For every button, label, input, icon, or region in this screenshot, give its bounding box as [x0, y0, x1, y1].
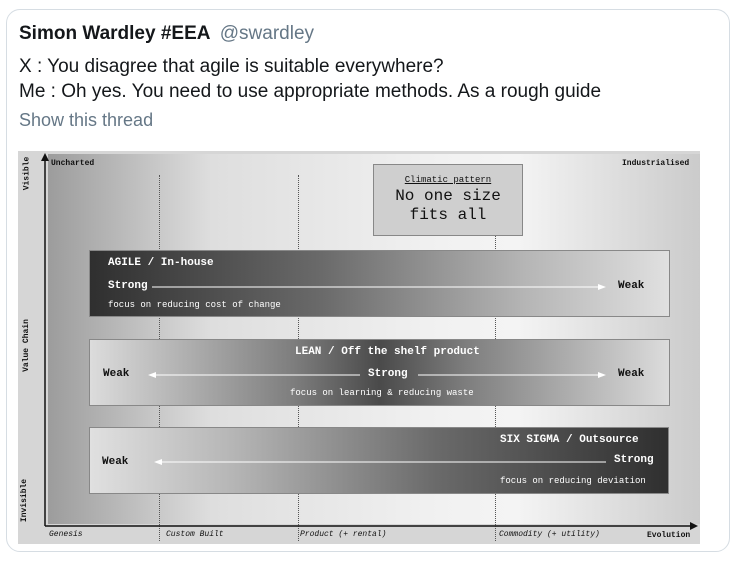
lean-band [89, 339, 670, 406]
uncharted-label: Uncharted [51, 159, 95, 168]
lean-weak-left: Weak [103, 368, 130, 380]
axis-product: Product (+ rental) [300, 530, 387, 539]
agile-title: AGILE / In-house [108, 257, 214, 269]
agile-strong: Strong [108, 280, 148, 292]
industrialised-label: Industrialised [622, 159, 690, 168]
sixsigma-title: SIX SIGMA / Outsource [500, 434, 639, 446]
lean-title: LEAN / Off the shelf product [295, 346, 480, 358]
lean-note: focus on learning & reducing waste [290, 388, 474, 398]
axis-invisible: Invisible [20, 478, 30, 523]
climatic-pattern-box [373, 164, 523, 236]
sixsigma-note: focus on reducing deviation [500, 476, 646, 486]
axis-commodity: Commodity (+ utility) [499, 530, 600, 539]
axis-value-chain: Value Chain [21, 319, 31, 372]
agile-band [89, 250, 670, 317]
sixsigma-weak: Weak [102, 456, 129, 468]
climatic-label: Climatic pattern [404, 175, 492, 185]
climatic-line-2: fits all [409, 206, 487, 224]
climatic-line-1: No one size [395, 187, 501, 205]
show-thread-link[interactable]: Show this thread [19, 110, 154, 130]
lean-weak-right: Weak [618, 368, 645, 380]
sixsigma-strong: Strong [614, 454, 654, 466]
tweet-text-line-2: Me : Oh yes. You need to use appropriate methods. As a rough guide [19, 81, 602, 102]
agile-arrow [90, 251, 671, 318]
axis-visible: Visible [22, 156, 32, 191]
axis-evolution: Evolution [647, 531, 691, 540]
axis-genesis: Genesis [49, 530, 83, 539]
sixsigma-band [89, 427, 669, 494]
lean-strong: Strong [368, 368, 408, 380]
tweet-image[interactable] [18, 151, 700, 544]
sixsigma-arrow [90, 428, 670, 495]
agile-weak: Weak [618, 280, 645, 292]
axis-custom-built: Custom Built [166, 530, 224, 539]
agile-note: focus on reducing cost of change [108, 300, 281, 310]
tweet-header [19, 23, 314, 45]
author-handle[interactable]: @swardley [219, 23, 315, 44]
author-name[interactable]: Simon Wardley #EEA [19, 23, 211, 44]
tweet-text-line-1: X : You disagree that agile is suitable everywhere? [19, 56, 444, 77]
lean-arrows [90, 340, 671, 407]
